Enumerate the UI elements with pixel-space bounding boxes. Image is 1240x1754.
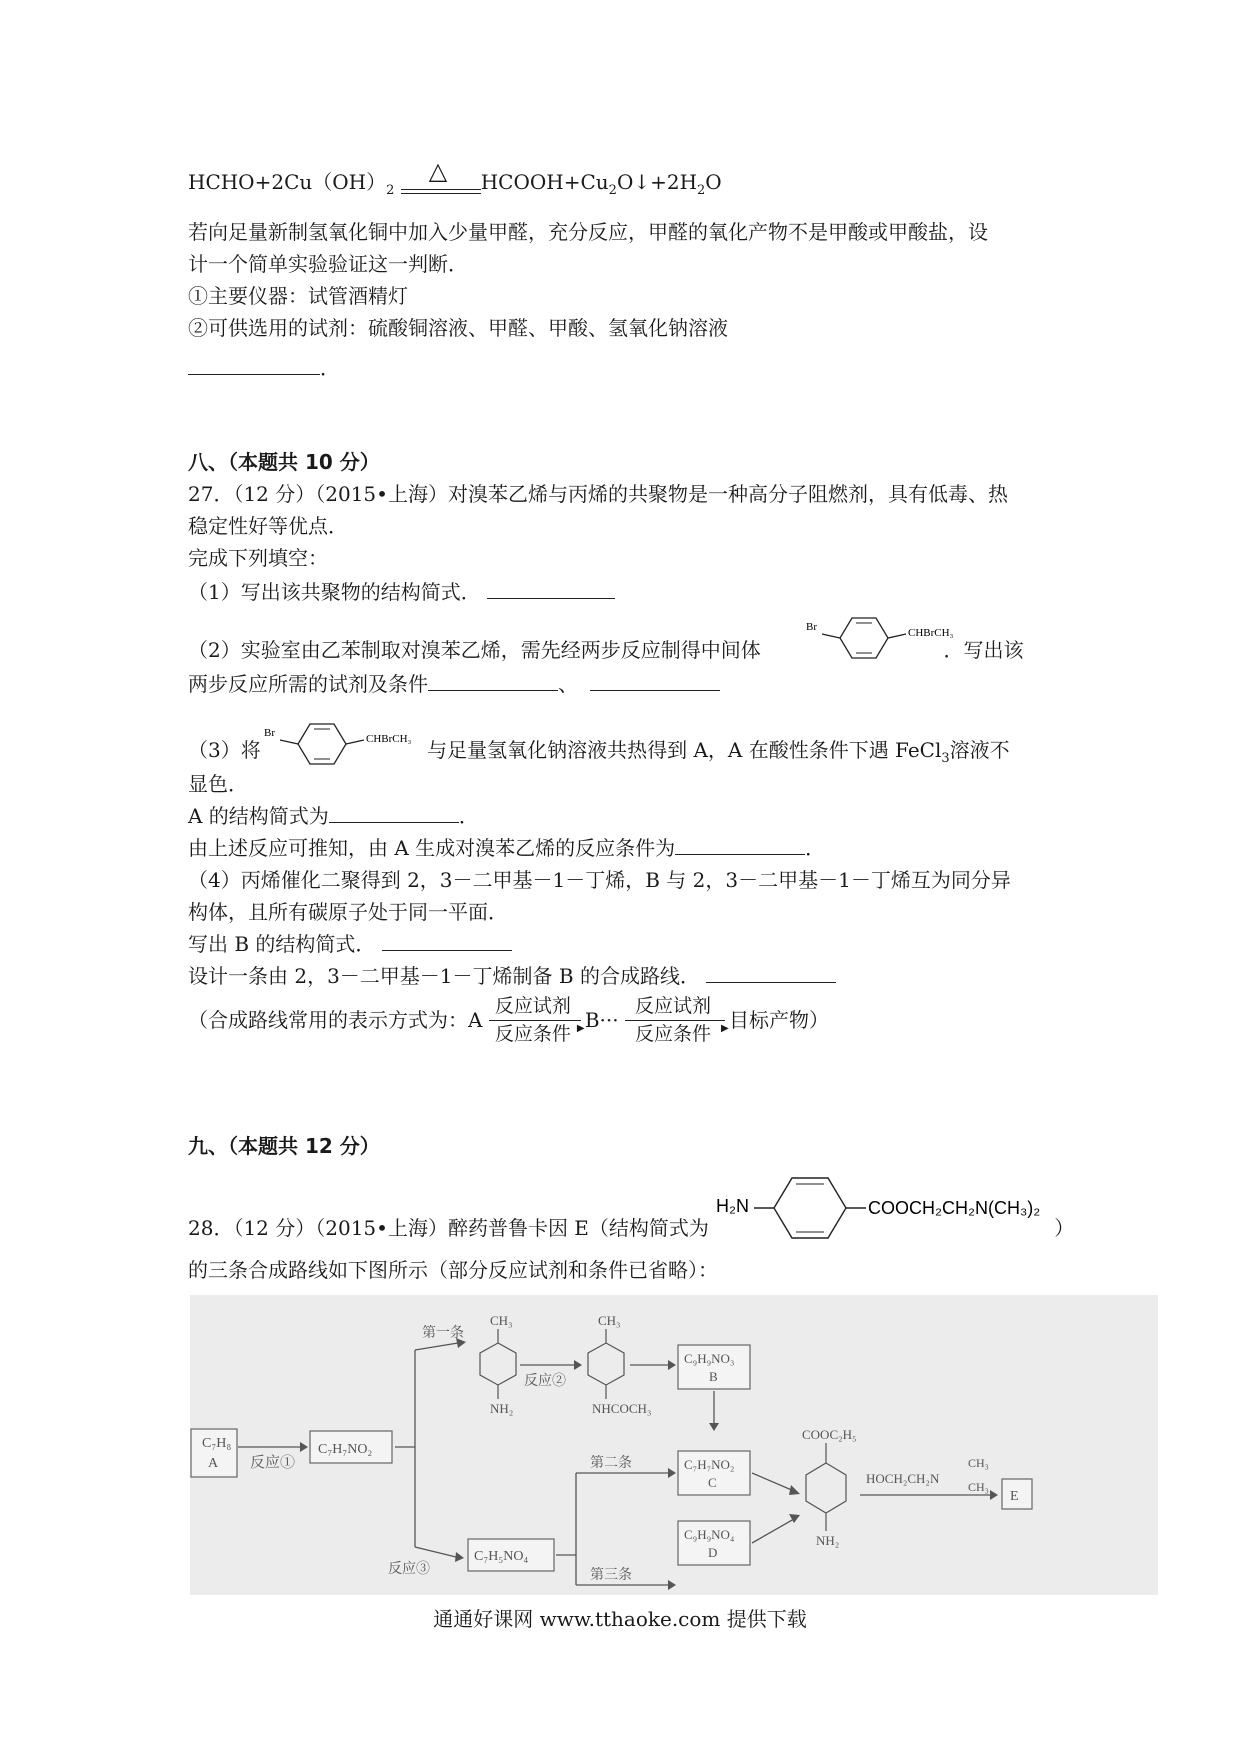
answer-blank[interactable] [382, 930, 512, 951]
box-d-label: D [708, 1545, 718, 1560]
question-line [188, 1214, 1074, 1242]
answer-blank[interactable] [329, 802, 459, 823]
section-heading: 九、（本题共 12 分） [188, 1134, 380, 1158]
part-2-text: 两步反应所需的试剂及条件 [188, 672, 428, 696]
answer-line [188, 354, 340, 382]
question-text: 28．（12 分）（2015•上海）醉药普鲁卡因 E（结构简式为 [188, 1216, 709, 1240]
route-condition: 反应条件 [634, 1023, 711, 1045]
part-2-text-end: ．写出该 [943, 638, 1024, 662]
sub: 3 [941, 751, 950, 766]
part-3-line-2: 显色． [188, 772, 248, 796]
part-3-line-4 [188, 834, 825, 862]
paragraph-line: 计一个简单实验验证这一判断． [188, 252, 468, 276]
mol-h2n: H₂N [716, 1196, 749, 1216]
nh2-3: NH₂ [816, 1533, 840, 1548]
question-text-end: ） [1054, 1216, 1075, 1240]
route-end: 目标产物） [728, 1008, 829, 1032]
nhcoch3: NHCOCH₃ [592, 1401, 652, 1416]
item-line: ②可供选用的试剂：硫酸铜溶液、甲醛、甲酸、氢氧化钠溶液 [188, 316, 728, 340]
part-3-text: A 的结构简式为 [188, 804, 329, 828]
reaction-1: 反应① [250, 1455, 296, 1471]
box-intermediate-1: C₇H₇NO₂ [318, 1442, 373, 1457]
part-2-text: （2）实验室由乙苯制取对溴苯乙烯，需先经两步反应制得中间体 [188, 638, 761, 662]
route-format-line [188, 995, 829, 1045]
question-line: 完成下列填空： [188, 546, 328, 570]
equation-right: HCOOH+Cu [480, 170, 609, 194]
answer-blank[interactable] [487, 578, 615, 599]
part-3-text-mid: 与足量氢氧化钠溶液共热得到 A，A 在酸性条件下遇 FeCl [427, 738, 942, 762]
part-1-line [188, 578, 615, 606]
box-b-formula: C₉H₉NO₃ [684, 1351, 735, 1366]
box-a-formula: C₇H₈ [202, 1436, 232, 1451]
part-3-text: 由上述反应可推知，由 A 生成对溴苯乙烯的反应条件为 [188, 836, 676, 860]
route-1-label: 第一条 [422, 1326, 464, 1341]
question-line: 的三条合成路线如下图所示（部分反应试剂和条件已省略）： [188, 1258, 718, 1282]
part-4-text: 设计一条由 2，3－二甲基－1－丁烯制备 B 的合成路线． [188, 964, 700, 988]
answer-blank[interactable] [590, 670, 720, 691]
box-e-label: E [1010, 1489, 1019, 1504]
reagent: HOCH₂CH₂N [866, 1471, 940, 1486]
separator: 、 [558, 672, 578, 696]
part-3-line-3 [188, 802, 479, 830]
part-4-line-3 [188, 930, 512, 958]
reagent-ch3-a: CH₃ [968, 1456, 989, 1470]
equals-line-bottom [401, 193, 481, 194]
equation-right-mid: O↓+2H [616, 170, 698, 194]
part-4-line-2: 构体，且所有碳原子处于同一平面． [188, 900, 508, 924]
heat-symbol: △ [428, 157, 448, 185]
route-3-label: 第三条 [590, 1568, 632, 1583]
route-arrow-2 [625, 995, 729, 1045]
arrow-head: ▶ [720, 1023, 729, 1034]
paragraph-line: 若向足量新制氢氧化铜中加入少量甲醛，充分反应，甲醛的氧化产物不是甲酸或甲酸盐，设 [188, 220, 988, 244]
question-line: 27．（12 分）（2015•上海）对溴苯乙烯与丙烯的共聚物是一种高分子阻燃剂，具有低毒、热 [188, 482, 1008, 506]
procaine-structure [710, 1168, 1070, 1258]
equation-left: HCHO+2Cu（OH） [188, 170, 387, 194]
box-d-formula: C₉H₉NO₄ [684, 1527, 735, 1542]
box-c-label: C [708, 1475, 717, 1490]
route-reagent: 反应试剂 [494, 995, 571, 1017]
part-4-line: （4）丙烯催化二聚得到 2，3－二甲基－1－丁烯，B 与 2，3－二甲基－1－丁烯互为同分异 [188, 868, 1011, 892]
route-condition: 反应条件 [494, 1023, 571, 1045]
bromo-intermediate-structure [804, 606, 974, 666]
part-3-text: （3）将 [188, 738, 261, 762]
box-a-label: A [208, 1456, 219, 1471]
mol-group: CHBrCH₃ [366, 733, 412, 745]
period: ． [320, 356, 340, 380]
question-line: 稳定性好等优点． [188, 514, 348, 538]
route-text: （合成路线常用的表示方式为：A [188, 1008, 483, 1032]
heat-arrow [401, 157, 481, 205]
ch3-2: CH₃ [598, 1313, 621, 1328]
equals-line-top [401, 189, 481, 190]
route-arrow-1 [489, 995, 585, 1045]
part-2-line-2 [188, 670, 720, 698]
sub: 2 [697, 183, 706, 198]
bromo-intermediate-structure-2 [262, 712, 432, 772]
equation-line [188, 157, 722, 205]
nh2-1: NH₂ [490, 1401, 514, 1416]
route-b: B··· [584, 1008, 619, 1032]
period: ． [805, 836, 826, 860]
part-4-line-4 [188, 962, 836, 990]
mol-br: Br [806, 621, 817, 633]
reagent-ch3-b: CH₃ [968, 1480, 989, 1494]
box-intermediate-2: C₇H₅NO₄ [474, 1549, 529, 1564]
equation-right-end: O [705, 170, 722, 194]
route-2-label: 第二条 [590, 1456, 632, 1471]
box-b-label: B [709, 1369, 718, 1384]
answer-blank[interactable] [675, 834, 805, 855]
part-4-text: 写出 B 的结构简式． [188, 932, 376, 956]
route-reagent: 反应试剂 [634, 995, 711, 1017]
reaction-2: 反应② [524, 1374, 566, 1389]
answer-blank[interactable] [428, 670, 558, 691]
page-footer: 通通好课网 www.tthaoke.com 提供下载 [433, 1607, 807, 1631]
reaction-3: 反应③ [388, 1562, 430, 1577]
scheme-svg [190, 1295, 1158, 1595]
mol-ester: COOCH₂CH₂N(CH₃)₂ [868, 1198, 1041, 1218]
cooc2h5: COOC₂H₅ [802, 1427, 857, 1442]
item-line: ①主要仪器：试管酒精灯 [188, 284, 408, 308]
section-heading: 八、（本题共 10 分） [188, 450, 380, 474]
equation-subscript: 2 [386, 183, 395, 198]
box-c-formula: C₇H₇NO₂ [684, 1457, 735, 1472]
mol-group: CHBrCH₃ [908, 627, 954, 639]
answer-blank[interactable] [706, 962, 836, 983]
part-3-text-end: 溶液不 [949, 738, 1010, 762]
period: ． [458, 804, 479, 828]
synthesis-scheme [190, 1295, 1158, 1595]
sub: 2 [608, 183, 617, 198]
mol-br: Br [264, 727, 275, 739]
answer-blank[interactable] [188, 354, 320, 375]
ch3-1: CH₃ [490, 1313, 513, 1328]
part-1-text: （1）写出该共聚物的结构简式． [188, 580, 481, 604]
arrow-head: ▶ [576, 1023, 585, 1034]
